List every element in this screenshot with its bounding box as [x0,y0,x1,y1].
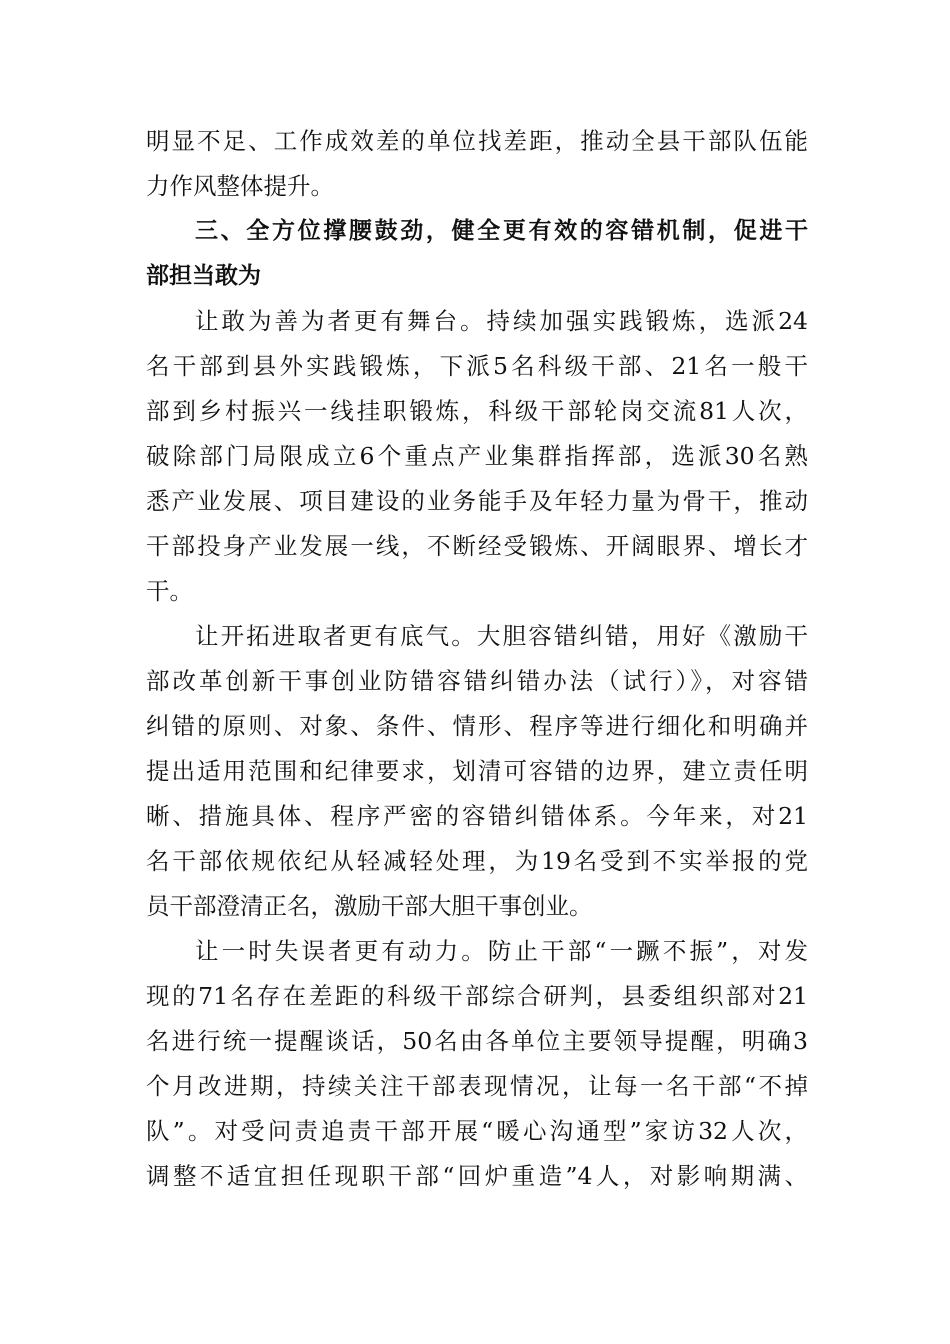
section-heading: 部担当敢为 [146,263,261,289]
text-line: 纠错的原则、对象、条件、情形、程序等进行细化和明确并 [146,712,808,740]
text-line: 让开拓进取者更有底气。大胆容错纠错，用好《激励干 [195,622,808,650]
text-line: 个月改进期，持续关注干部表现情况，让每一名干部“不掉 [146,1072,808,1100]
text-line: 名进行统一提醒谈话，50名由各单位主要领导提醒，明确3 [146,1027,808,1055]
text-line: 破除部门局限成立6个重点产业集群指挥部，选派30名熟 [146,442,808,470]
text-line: 名干部依规依纪从轻减轻处理，为19名受到不实举报的党 [146,847,808,875]
text-line: 队”。对受问责追责干部开展“暖心沟通型”家访32人次， [146,1117,808,1145]
text-line: 现的71名存在差距的科级干部综合研判，县委组织部对21 [146,982,808,1010]
text-line: 干部投身产业发展一线，不断经受锻炼、开阔眼界、增长才 [146,532,808,560]
text-line: 晰、措施具体、程序严密的容错纠错体系。今年来，对21 [146,802,808,830]
text-line: 干。 [146,577,193,605]
text-line: 提出适用范围和纪律要求，划清可容错的边界，建立责任明 [146,757,808,785]
text-line: 让敢为善为者更有舞台。持续加强实践锻炼，选派24 [195,307,808,335]
text-line: 部改革创新干事创业防错容错纠错办法（试行）》，对容错 [146,667,808,695]
text-line: 明显不足、工作成效差的单位找差距，推动全县干部队伍能 [146,127,808,155]
section-heading: 三、全方位撑腰鼓劲，健全更有效的容错机制，促进干 [195,218,808,244]
text-line: 悉产业发展、项目建设的业务能手及年轻力量为骨干，推动 [146,487,808,515]
text-line: 调整不适宜担任现职干部“回炉重造”4人，对影响期满、 [146,1162,808,1190]
text-line: 力作风整体提升。 [146,172,334,200]
text-line: 名干部到县外实践锻炼，下派5名科级干部、21名一般干 [146,352,808,380]
text-line: 部到乡村振兴一线挂职锻炼，科级干部轮岗交流81人次， [146,397,808,425]
text-line: 让一时失误者更有动力。防止干部“一蹶不振”，对发 [195,937,808,965]
text-line: 员干部澄清正名，激励干部大胆干事创业。 [146,892,593,920]
